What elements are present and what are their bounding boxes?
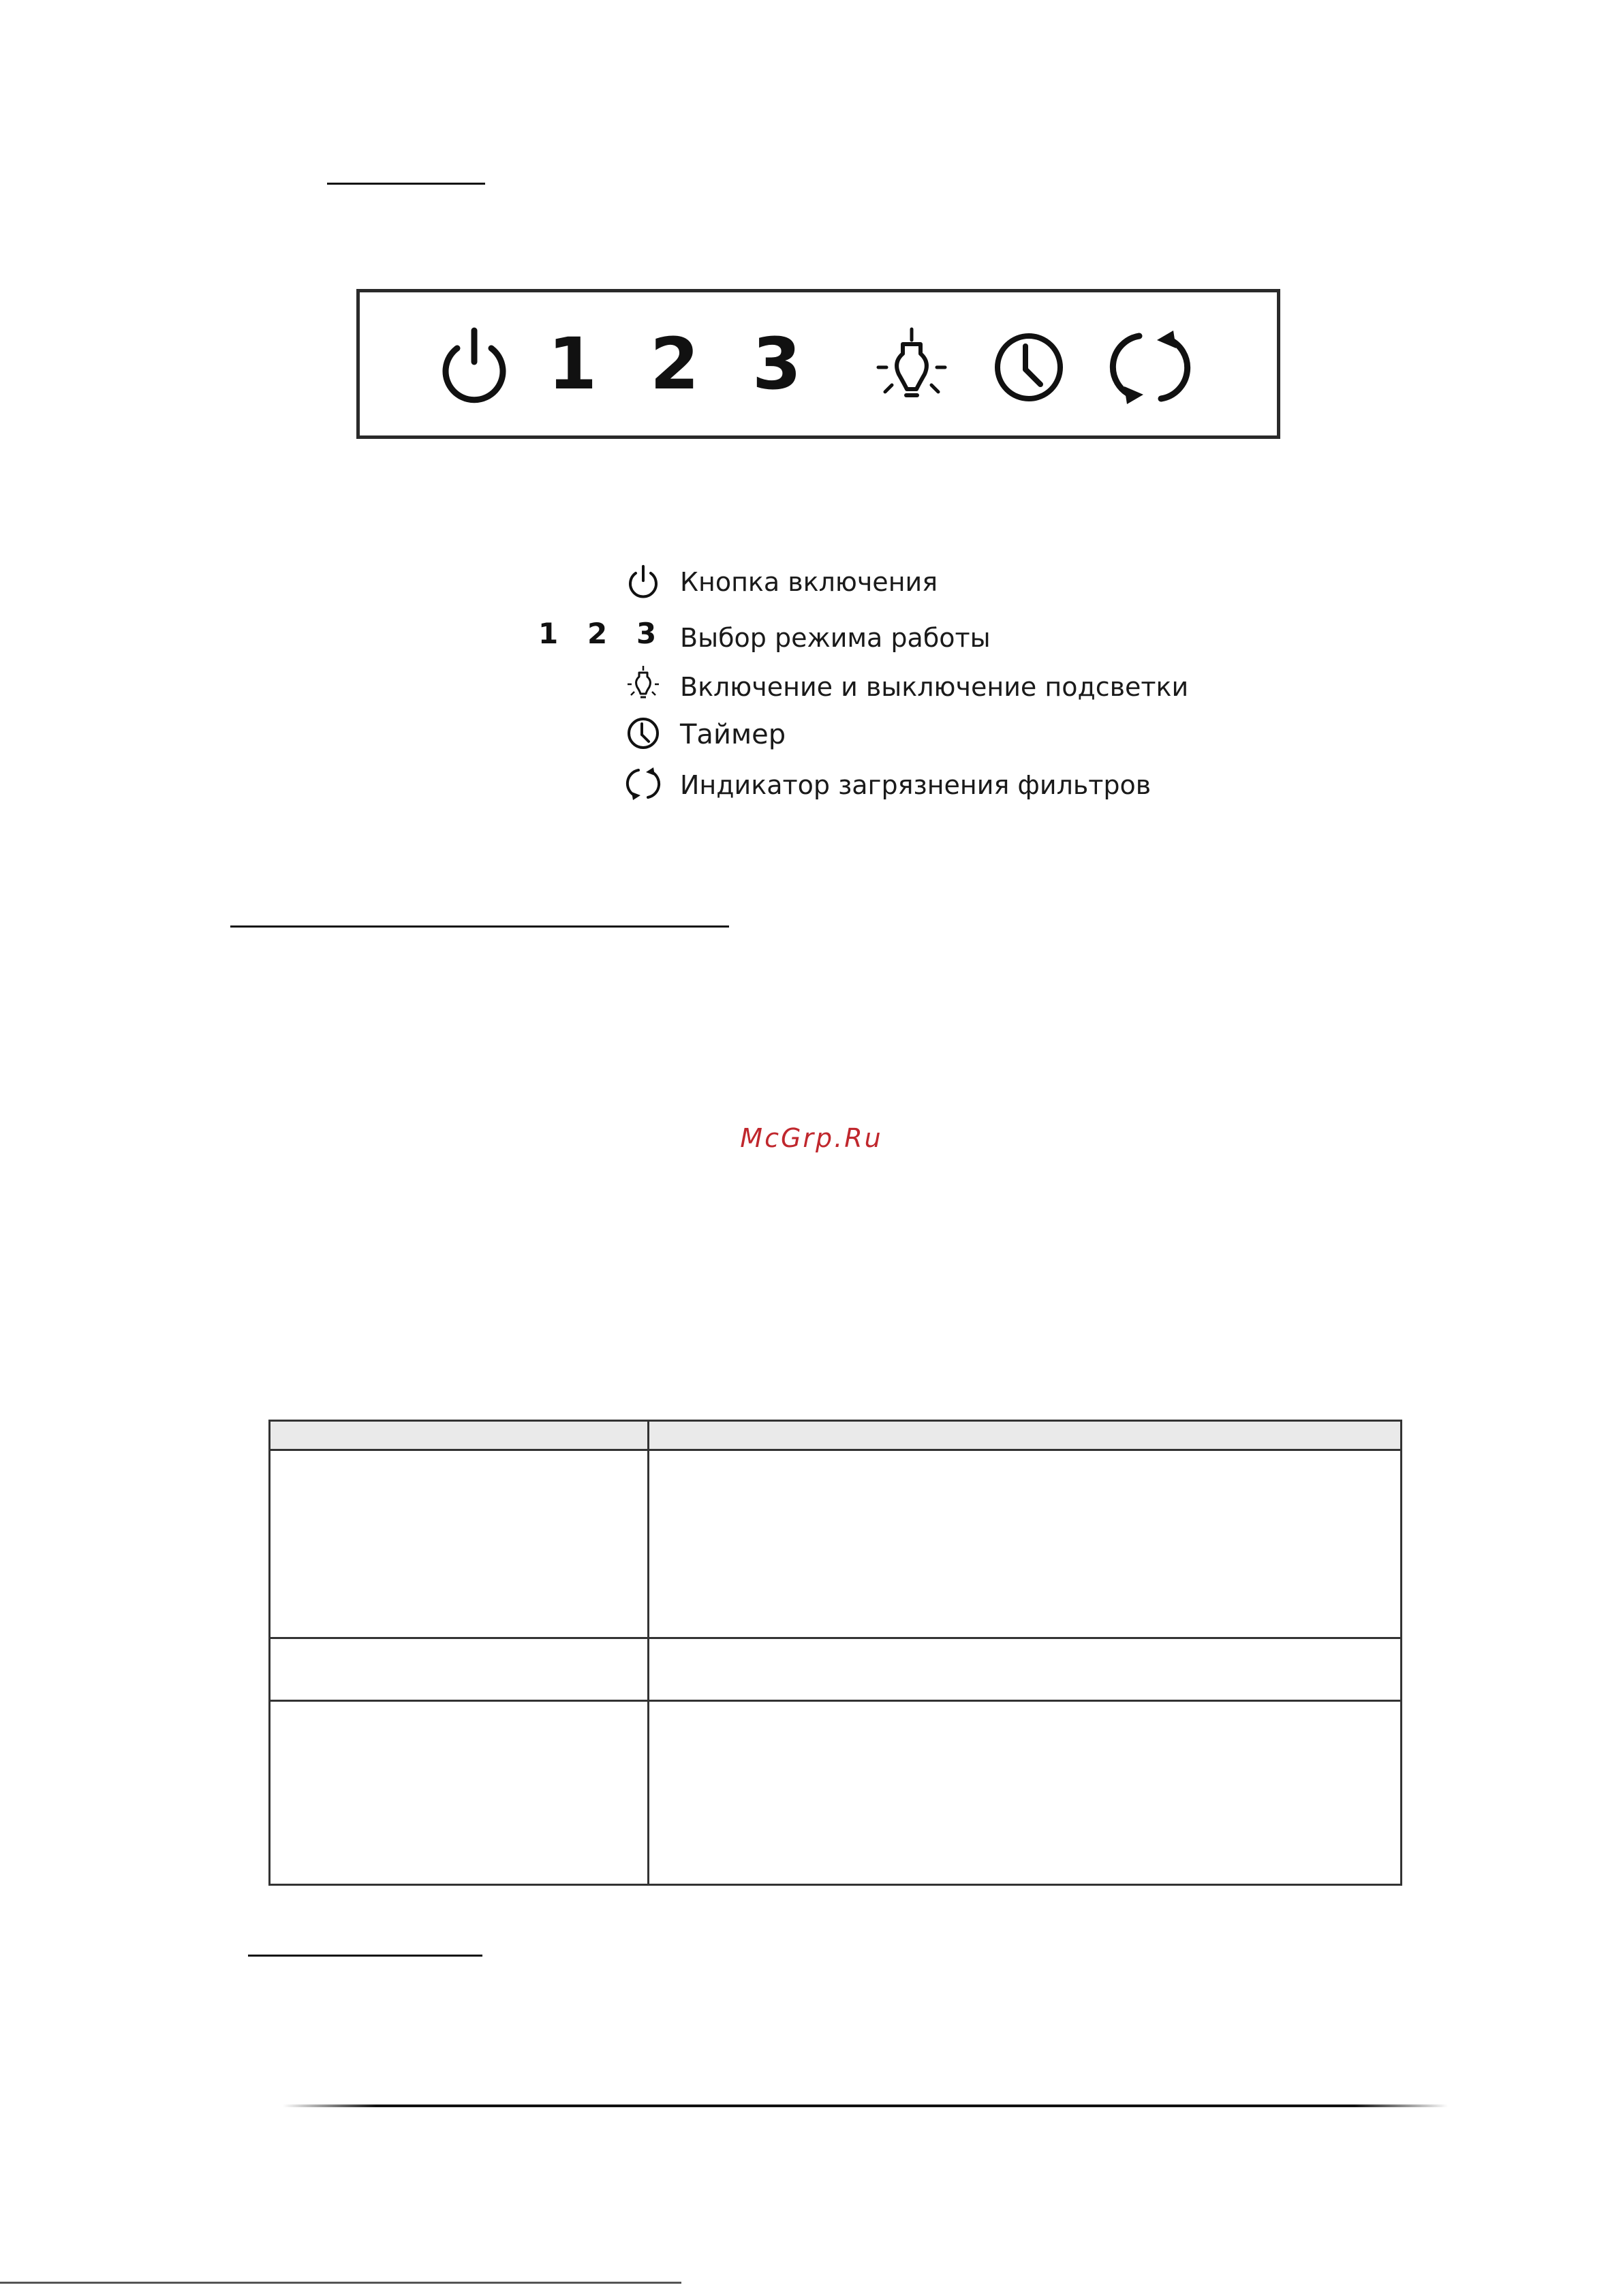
- page-edge-rule: [0, 2282, 681, 2284]
- footer-rule: [283, 2104, 1448, 2107]
- control-panel: [356, 289, 1280, 439]
- legend-mode-label: Выбор режима работы: [680, 623, 991, 653]
- legend-timer-label: Таймер: [680, 719, 786, 750]
- power-icon: [625, 564, 661, 600]
- filter-refresh-icon: [625, 766, 661, 801]
- light-bulb-icon: [874, 326, 949, 408]
- power-icon: [437, 326, 512, 408]
- table-cell: [649, 1450, 1402, 1638]
- mode-1-button: 1: [547, 322, 598, 405]
- section-underline-top: [327, 183, 485, 185]
- legend-digit-2: 2: [587, 617, 608, 650]
- section-underline-middle: [230, 925, 729, 928]
- mode-3-button: 3: [752, 322, 802, 405]
- table-header-row: [270, 1421, 1402, 1450]
- table-row: [270, 1450, 1402, 1638]
- table-cell: [270, 1701, 649, 1885]
- clock-icon: [991, 330, 1066, 405]
- light-button: [871, 326, 953, 408]
- light-bulb-icon: [625, 665, 661, 701]
- table-cell: [270, 1638, 649, 1701]
- legend-light-label: Включение и выключение подсветки: [680, 672, 1189, 702]
- table-cell: [649, 1638, 1402, 1701]
- timer-button: [988, 326, 1070, 408]
- legend-digit-1: 1: [538, 617, 559, 650]
- table-cell: [270, 1450, 649, 1638]
- table-header-cell: [270, 1421, 649, 1450]
- spec-table: [268, 1420, 1402, 1886]
- watermark: McGrp.Ru: [740, 1123, 883, 1153]
- table-cell: [649, 1701, 1402, 1885]
- clock-icon: [625, 716, 661, 751]
- filter-indicator-button: [1109, 326, 1191, 408]
- legend-power-label: Кнопка включения: [680, 567, 938, 597]
- table-header-cell: [649, 1421, 1402, 1450]
- filter-refresh-icon: [1109, 326, 1191, 408]
- legend-digit-3: 3: [636, 617, 657, 650]
- table-row: [270, 1638, 1402, 1701]
- mode-2-button: 2: [649, 322, 700, 405]
- power-button: [433, 326, 515, 408]
- section-underline-bottom: [248, 1955, 482, 1957]
- legend-filter-label: Индикатор загрязнения фильтров: [680, 770, 1151, 800]
- table-row: [270, 1701, 1402, 1885]
